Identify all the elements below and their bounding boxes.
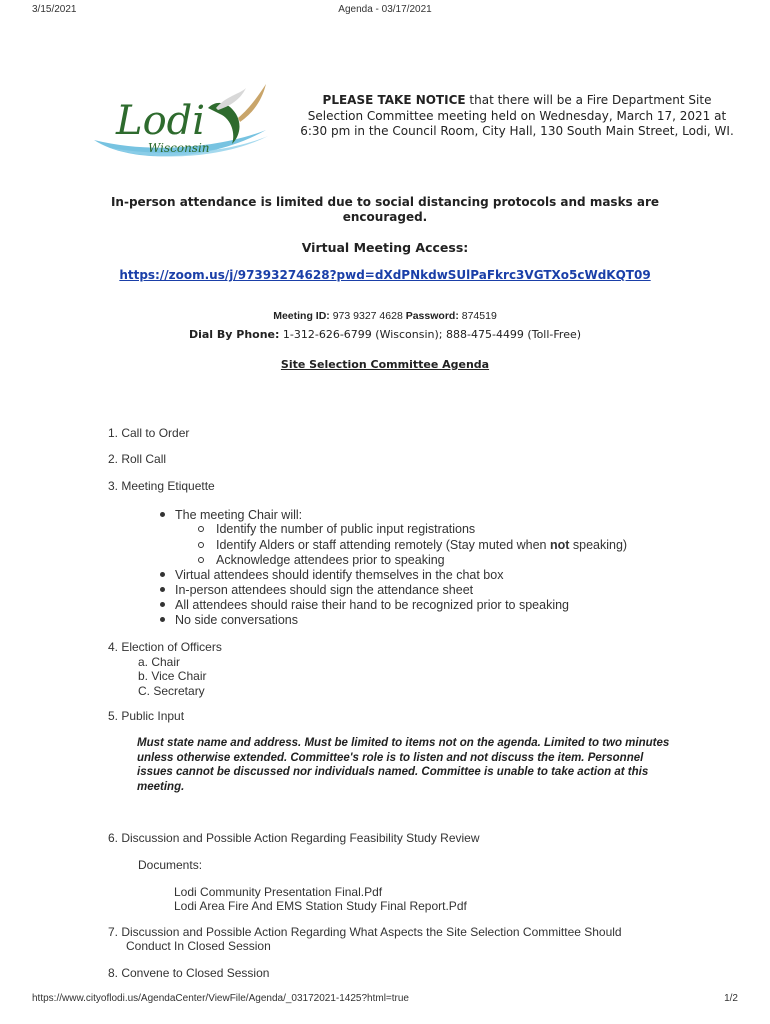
agenda-item-5: 5. Public Input <box>108 709 185 723</box>
agenda-heading: Site Selection Committee Agenda <box>280 358 490 371</box>
bullet-icon <box>160 512 165 517</box>
password-value: 874519 <box>461 310 497 322</box>
meeting-id-label: Meeting ID: <box>273 310 330 322</box>
virtual-heading: Virtual Meeting Access: <box>301 240 469 255</box>
list-item: Identify Alders or staff attending remotely (Stay muted when not speaking) <box>198 538 627 553</box>
list-item: In-person attendees should sign the attendance sheet <box>160 583 473 598</box>
svg-text:Wisconsin: Wisconsin <box>148 141 210 155</box>
page-number: 1/2 <box>724 993 738 1004</box>
officer-vice-chair: b. Vice Chair <box>138 669 207 683</box>
meeting-notice <box>297 93 737 140</box>
agenda-item-2: 2. Roll Call <box>108 452 167 466</box>
meeting-credentials <box>0 310 770 322</box>
agenda-item-6: 6. Discussion and Possible Action Regarding Feasibility Study Review <box>108 831 480 845</box>
document-link[interactable]: Lodi Area Fire And EMS Station Study Final Report.Pdf <box>174 899 467 913</box>
print-title: Agenda - 03/17/2021 <box>338 4 432 15</box>
meeting-id-value: 973 9327 4628 <box>332 310 403 322</box>
attendance-notice: In-person attendance is limited due to social distancing protocols and masks are encouraged. <box>110 195 660 224</box>
circle-bullet-icon <box>198 542 204 548</box>
agenda-item-8: 8. Convene to Closed Session <box>108 966 270 980</box>
dial-label: Dial By Phone: <box>188 328 280 341</box>
list-item: Virtual attendees should identify themselves in the chat box <box>160 568 503 583</box>
page-url: https://www.cityoflodi.us/AgendaCenter/ViewFile/Agenda/_03172021-1425?html=true <box>32 993 409 1004</box>
lodi-logo <box>90 78 270 162</box>
password-label: Password: <box>405 310 459 322</box>
dial-value: 1-312-626-6799 (Wisconsin); 888-475-4499 (Toll-Free) <box>282 328 582 341</box>
documents-label: Documents: <box>138 858 203 872</box>
bullet-icon <box>160 572 165 577</box>
agenda-item-1: 1. Call to Order <box>108 426 190 440</box>
officer-chair: a. Chair <box>138 655 181 669</box>
agenda-item-3: 3. Meeting Etiquette <box>108 479 215 493</box>
list-item: Acknowledge attendees prior to speaking <box>198 553 445 568</box>
notice-lead: PLEASE TAKE NOTICE <box>322 93 466 107</box>
list-item: No side conversations <box>160 613 298 628</box>
bullet-icon <box>160 617 165 622</box>
zoom-link-row <box>0 268 770 282</box>
public-input-note: Must state name and address. Must be limited to items not on the agenda. Limited to two minutes unless otherwise extended. Committee's role is to listen and not discuss the item. Personnel issues cannot be discussed nor individuals named. Committee is unable to take action at this meeting. <box>137 737 670 793</box>
document-link[interactable]: Lodi Community Presentation Final.Pdf <box>174 885 383 899</box>
officer-secretary: C. Secretary <box>138 684 205 698</box>
print-date: 3/15/2021 <box>32 4 77 15</box>
list-item: Identify the number of public input registrations <box>198 522 475 537</box>
zoom-link[interactable]: https://zoom.us/j/97393274628?pwd=dXdPNkdwSUlPaFkrc3VGTXo5cWdKQT09 <box>119 268 651 282</box>
agenda-item-7-cont: Conduct In Closed Session <box>126 939 271 953</box>
agenda-item-7: 7. Discussion and Possible Action Regarding What Aspects the Site Selection Committee Should <box>108 925 622 939</box>
svg-text:Lodi: Lodi <box>116 98 206 144</box>
notice-text: that there will be a Fire Department Site Selection Committee meeting held on Wednesday, March 17, 2021 at 6:30 pm in the Council Room, City Hall, 130 South Main Street, Lodi, WI. <box>300 93 734 138</box>
dial-in <box>0 328 770 341</box>
list-item: All attendees should raise their hand to be recognized prior to speaking <box>160 598 569 613</box>
circle-bullet-icon <box>198 557 204 563</box>
circle-bullet-icon <box>198 526 204 532</box>
bullet-icon <box>160 587 165 592</box>
bullet-icon <box>160 602 165 607</box>
list-item: The meeting Chair will: <box>160 508 302 523</box>
agenda-item-4: 4. Election of Officers <box>108 640 222 654</box>
